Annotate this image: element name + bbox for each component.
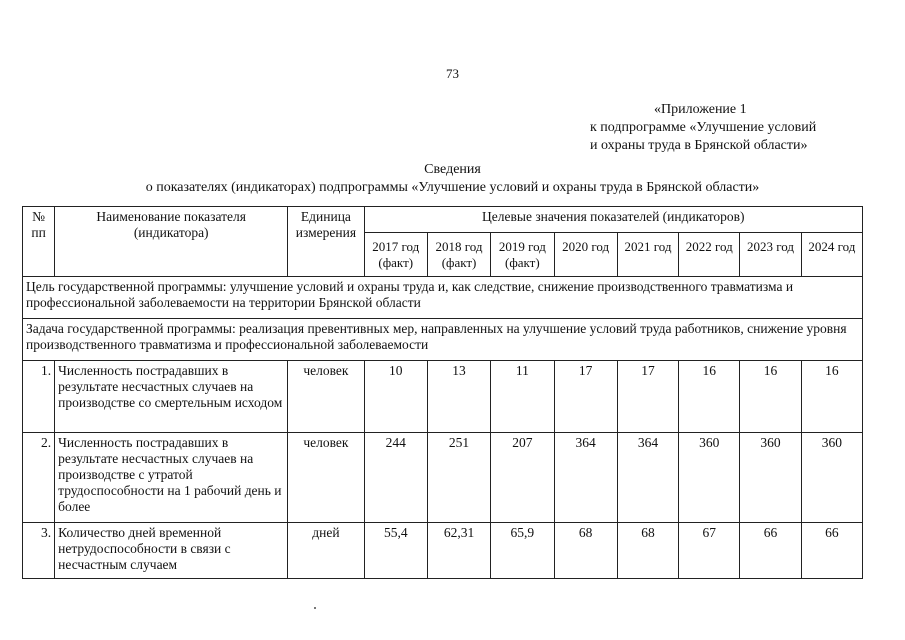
indicators-table — [22, 206, 863, 579]
goal-row — [23, 277, 863, 319]
document-title: Сведения — [424, 162, 481, 177]
year-header: 2020 год — [554, 233, 617, 277]
indicator-name: Количество дней временной нетрудоспособности в связи с несчастным случаем — [55, 523, 288, 579]
program-goal: Цель государственной программы: улучшение условий и охраны труда и, как следствие, снижение производственного травматизма и профессиональной заболеваемости на территории Брянской области — [23, 277, 863, 319]
table-row — [23, 523, 863, 579]
year-header: 2023 год — [740, 233, 801, 277]
year-header: 2019 год (факт) — [491, 233, 554, 277]
row-number: 3. — [23, 523, 55, 579]
indicator-value: 68 — [617, 523, 678, 579]
year-header: 2021 год — [617, 233, 678, 277]
header-unit: Единица измерения — [288, 207, 364, 277]
header-name: Наименование показателя (индикатора) — [55, 207, 288, 277]
indicator-value: 360 — [801, 433, 862, 523]
indicator-value: 244 — [364, 433, 427, 523]
indicator-value: 65,9 — [491, 523, 554, 579]
indicator-value: 10 — [364, 361, 427, 433]
program-task: Задача государственной программы: реализация превентивных мер, направленных на улучшение условий труда работников, снижение уровня производственного травматизма и профессиональной заболеваемости — [23, 319, 863, 361]
indicator-value: 55,4 — [364, 523, 427, 579]
year-header: 2022 год — [679, 233, 740, 277]
table-row — [23, 361, 863, 433]
scan-speck — [314, 607, 316, 609]
header-targets: Целевые значения показателей (индикаторов) — [364, 207, 862, 233]
indicator-unit: дней — [288, 523, 364, 579]
appendix-note — [590, 101, 890, 155]
indicator-value: 68 — [554, 523, 617, 579]
indicator-value: 207 — [491, 433, 554, 523]
indicator-value: 62,31 — [427, 523, 490, 579]
indicator-name: Численность пострадавших в результате несчастных случаев на производстве с утратой трудоспособности на 1 рабочий день и более — [55, 433, 288, 523]
table-row — [23, 433, 863, 523]
task-row — [23, 319, 863, 361]
indicator-value: 66 — [801, 523, 862, 579]
indicator-value: 17 — [554, 361, 617, 433]
indicator-value: 11 — [491, 361, 554, 433]
table-header-row — [23, 207, 863, 233]
appendix-line-1: «Приложение 1 — [654, 102, 747, 117]
year-header: 2018 год (факт) — [427, 233, 490, 277]
indicator-unit: человек — [288, 361, 364, 433]
indicator-value: 16 — [679, 361, 740, 433]
indicator-value: 67 — [679, 523, 740, 579]
indicator-value: 66 — [740, 523, 801, 579]
indicator-value: 17 — [617, 361, 678, 433]
header-number: № пп — [23, 207, 55, 277]
indicator-value: 364 — [554, 433, 617, 523]
indicator-value: 364 — [617, 433, 678, 523]
page-number: 73 — [446, 66, 459, 81]
indicator-name: Численность пострадавших в результате несчастных случаев на производстве со смертельным исходом — [55, 361, 288, 433]
row-number: 2. — [23, 433, 55, 523]
indicator-value: 16 — [801, 361, 862, 433]
year-header: 2017 год (факт) — [364, 233, 427, 277]
document-heading — [0, 161, 905, 197]
indicator-value: 16 — [740, 361, 801, 433]
year-header: 2024 год — [801, 233, 862, 277]
row-number: 1. — [23, 361, 55, 433]
document-subtitle: о показателях (индикаторах) подпрограммы «Улучшение условий и охраны труда в Брянской области» — [145, 180, 760, 195]
indicator-value: 360 — [679, 433, 740, 523]
indicator-value: 360 — [740, 433, 801, 523]
indicator-value: 13 — [427, 361, 490, 433]
appendix-line-2: к подпрограмме «Улучшение условий — [590, 120, 817, 135]
appendix-line-3: и охраны труда в Брянской области» — [590, 138, 808, 153]
indicator-unit: человек — [288, 433, 364, 523]
indicator-value: 251 — [427, 433, 490, 523]
